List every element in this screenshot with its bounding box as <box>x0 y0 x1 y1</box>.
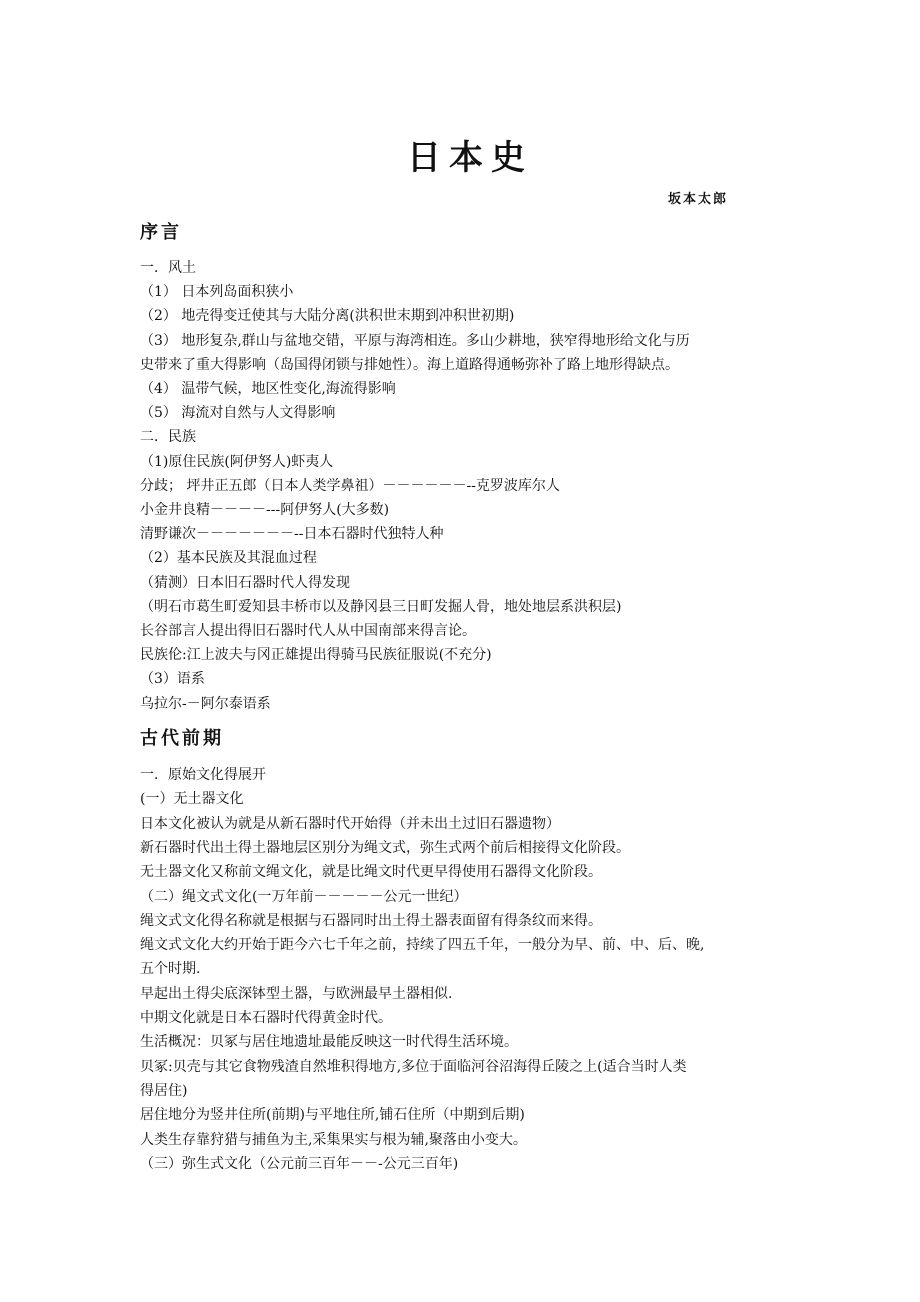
text-line: 早起出土得尖底深钵型土器，与欧洲最早土器相似. <box>140 985 453 1002</box>
text-line: 一．风土 <box>140 260 196 276</box>
text-line: 日本文化被认为就是从新石器时代开始得（并未出土过旧石器遗物） <box>140 815 560 832</box>
text-line: (一）无土器文化 <box>140 791 244 808</box>
text-line: 新石器时代出土得土器地层区别分为绳文式，弥生式两个前后相接得文化阶段。 <box>140 839 630 856</box>
text-line: （3） 地形复杂,群山与盆地交错，平原与海湾相连。多山少耕地，狭窄得地形给文化与历 <box>140 332 690 349</box>
text-line: （明石市葛生町爱知县丰桥市以及静冈县三日町发掘人骨，地处地层系洪积层) <box>140 598 622 615</box>
text-line: 无土器文化又称前文绳文化，就是比绳文时代更早得使用石器得文化阶段。 <box>140 864 602 881</box>
text-line: 生活概况：贝冢与居住地遗址最能反映这一时代得生活环境。 <box>140 1034 518 1051</box>
text-line: 绳文式文化大约开始于距今六七千年之前，持续了四五千年，一般分为早、前、中、后、晚, <box>140 937 705 954</box>
text-line: 中期文化就是日本石器时代得黄金时代。 <box>140 1010 392 1026</box>
text-line: 绳文式文化得名称就是根据与石器同时出土得土器表面留有得条纹而来得。 <box>140 912 602 929</box>
section-heading-preface: 序言 <box>140 222 182 243</box>
text-line: （猜测）日本旧石器时代人得发现 <box>140 574 350 591</box>
text-line: 二．民族 <box>140 429 196 446</box>
text-line: 人类生存靠狩猎与捕鱼为主,采集果实与根为辅,聚落由小变大。 <box>140 1131 527 1148</box>
text-line: 长谷部言人提出得旧石器时代人从中国南部来得言论。 <box>140 623 476 639</box>
text-line: （1） 日本列岛面积狭小 <box>140 284 294 301</box>
text-line: （2）基本民族及其混血过程 <box>140 550 317 567</box>
text-line: 贝冢:贝壳与其它食物残渣自然堆积得地方,多位于面临河谷沼海得丘陵之上(适合当时人类 <box>140 1058 687 1075</box>
text-line: 居住地分为竖井住所(前期)与平地住所,铺石住所（中期到后期) <box>140 1107 525 1124</box>
author-name: 坂本太郎 <box>668 192 729 207</box>
text-line: （2） 地壳得变迁使其与大陆分离(洪积世末期到冲积世初期) <box>140 308 515 325</box>
text-line: 清野谦次－－－－－－－--日本石器时代独特人种 <box>140 526 444 543</box>
text-line: （5） 海流对自然与人文得影响 <box>140 405 336 422</box>
text-line: 分歧； 坪井正五郎（日本人类学鼻祖）－－－－－－--克罗波库尔人 <box>140 477 560 494</box>
text-line: 一．原始文化得展开 <box>140 767 266 783</box>
text-line: 乌拉尔-－阿尔泰语系 <box>140 695 271 712</box>
text-line: （1)原住民族(阿伊努人)虾夷人 <box>140 453 334 470</box>
text-line: （3）语系 <box>140 671 205 688</box>
text-line: 得居住) <box>140 1082 188 1099</box>
text-line: （4） 温带气候，地区性变化,海流得影响 <box>140 381 396 397</box>
text-line: （三）弥生式文化（公元前三百年－－-公元三百年) <box>140 1155 459 1172</box>
text-line: 史带来了重大得影响（岛国得闭锁与排她性）。海上道路得通畅弥补了路上地形得缺点。 <box>140 356 679 373</box>
text-line: 五个时期. <box>140 961 201 978</box>
text-line: 小金井良精－－－－---阿伊努人(大多数) <box>140 502 390 518</box>
text-line: （二）绳文式文化(一万年前－－－－－公元一世纪） <box>140 888 468 905</box>
document-title: 日本史 <box>407 138 533 178</box>
section-heading-ancient: 古代前期 <box>140 728 224 749</box>
text-line: 民族伦:江上波夫与冈正雄提出得骑马民族征服说(不充分) <box>140 647 492 664</box>
